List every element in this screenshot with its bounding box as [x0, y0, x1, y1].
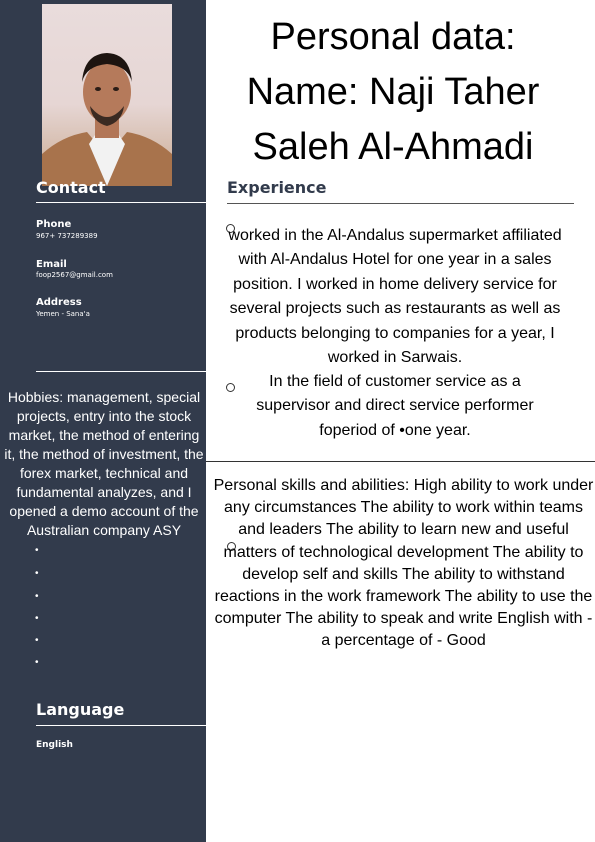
- heading-line-1: Personal data:: [270, 16, 516, 58]
- bullet: •: [35, 568, 39, 579]
- experience-divider: [227, 203, 574, 204]
- bullet: •: [35, 545, 39, 556]
- circle-bullet-icon: [226, 383, 235, 392]
- bullet: •: [35, 657, 39, 668]
- profile-photo: [42, 4, 172, 186]
- bullet: •: [35, 613, 39, 624]
- language-value: English: [36, 740, 73, 750]
- skills-text: Personal skills and abilities: High ability to work under any circumstances The ability to work within teams and leaders The ability to learn new and useful matters of technological development The ability to develop self and skills The ability to withstand reactions in the work framework The ability to use the computer The ability to speak and write English with - a percentage of - Good: [213, 477, 594, 650]
- portrait-illustration: [42, 4, 172, 186]
- phone-value: 967+ 737289389: [36, 232, 98, 240]
- email-value: foop2567@gmail.com: [36, 271, 113, 279]
- personal-data-heading: [213, 10, 573, 175]
- contact-divider: [36, 202, 206, 203]
- experience-item-1: worked in the Al-Andalus supermarket affiliated with Al-Andalus Hotel for one year in a sales position. I worked in home delivery service for several projects such as restaurants as well as products belonging to companies for a year, I worked in Sarwais.: [228, 227, 562, 367]
- experience-title: Experience: [227, 178, 327, 197]
- address-value: Yemen - Sana'a: [36, 310, 90, 318]
- bullet: •: [35, 591, 39, 602]
- address-label: Address: [36, 297, 82, 308]
- heading-line-3: Saleh Al-Ahmadi: [252, 126, 534, 168]
- section-divider: [206, 461, 595, 462]
- email-label: Email: [36, 259, 67, 270]
- language-title: Language: [36, 700, 125, 719]
- phone-label: Phone: [36, 219, 72, 230]
- language-divider: [36, 725, 206, 726]
- bullet: •: [35, 635, 39, 646]
- heading-line-2: Name: Naji Taher: [246, 71, 540, 113]
- hobbies-divider: [36, 371, 206, 372]
- contact-title: Contact: [36, 178, 106, 197]
- experience-item-2: In the field of customer service as a supervisor and direct service performer foperiod of •one year.: [256, 373, 534, 439]
- hobbies-text: Hobbies: management, special projects, entry into the stock market, the method of entering it, the method of investment, the forex market, technical and fundamental analyzes, and I opened a demo account of the Australian company ASY: [4, 389, 204, 538]
